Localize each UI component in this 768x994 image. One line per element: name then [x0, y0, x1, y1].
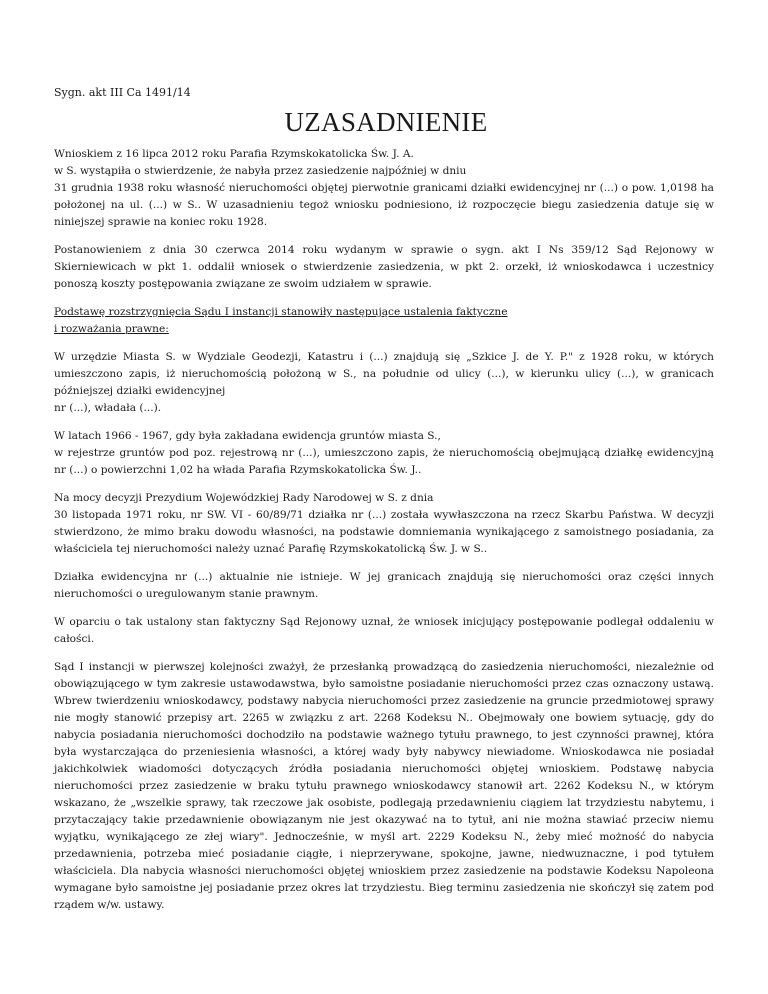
paragraph-land-register — [54, 428, 714, 479]
section-heading — [54, 304, 714, 338]
paragraph-legal-reasoning: Sąd I instancji w pierwszej kolejności zważył, że przesłanką prowadzącą do zasiedzenia nieruchomości, niezależnie od obowiązującego w tym zakresie ustawodawstwa, było samoistne posiadanie nieruchomości przez czas oznaczony ustawą. Wbrew twierdzeniu wnioskodawcy, podstawy nabycia nieruchomości przez zasiedzenie na gruncie przedmiotowej sprawy nie mogły stanowić przepisy art. 2265 w związku z art. 2268 Kodeksu N.. Obejmowały one bowiem sytuację, gdy do nabycia posiadania nieruchomości dochodziło na podstawie ważnego tytułu prawnego, to jest czynności prawnej, która była wystarczająca do przeniesienia własności, a której wady były nabywcy niewiadome. Wnioskodawca nie posiadał jakichkolwiek wiadomości dotyczących źródła posiadania nieruchomości objętej wnioskiem. Podstawę nabycia nieruchomości przez zasiedzenie w braku tytułu prawnego wnioskodawcy stanowił art. 2262 Kodeksu N., w którym wskazano, że „wszelkie sprawy, tak rzeczowe jak osobiste, podlegają przedawnieniu ciągiem lat trzydziestu nabytemu, i przytaczający takie przedawnienie obowiązanym nie jest okazywać na to tytuł, ani nie można stawiać przeciw niemu wyjątku, wynikającego ze złej wiary". Jednocześnie, w myśl art. 2229 Kodeksu N., żeby mieć możność do nabycia przedawnienia, potrzeba mieć posiadanie ciągłe, i nieprzerywane, spokojne, jawne, niedwuznaczne, i pod tytułem właściciela. Dla nabycia własności nieruchomości objętej wnioskiem przez zasiedzenie na podstawie Kodeksu Napoleona wymagane było samoistne jej posiadanie przez okres lat trzydziestu. Bieg terminu zasiedzenia nie skończył się zatem pod rządem w/w. ustawy. — [54, 661, 714, 911]
paragraph-line: Na mocy decyzji Prezydium Wojewódzkiej Rady Narodowej w S. z dnia — [54, 492, 434, 504]
paragraph-line: nr (...), władała (...). — [54, 402, 162, 414]
paragraph-text: w rejestrze gruntów pod poz. rejestrową nr (...), umieszczono zapis, że nieruchomością obejmującą działkę ewidencyjną nr (...) o powierzchni 1,02 ha włada Parafia Rzymskokatolicka Św. J.. — [54, 447, 714, 476]
paragraph-text: 31 grudnia 1938 roku własność nieruchomości objętej pierwotnie granicami działki ewidencyjnej nr (...) o pow. 1,0198 ha położonej na ul. (...) w S.. W uzasadnieniu tegoż wniosku podniesiono, iż rozpoczęcie biegu zasiedzenia datuje się w niniejszej sprawie na koniec roku 1928. — [54, 182, 714, 228]
paragraph-court-conclusion: W oparciu o tak ustalony stan faktyczny Sąd Rejonowy uznał, że wniosek inicjujący postępowanie podlegał oddaleniu w całości. — [54, 616, 714, 645]
paragraph-expropriation — [54, 490, 714, 558]
paragraph-text: 30 listopada 1971 roku, nr SW. VI - 60/89/71 działka nr (...) została wywłaszczona na rzecz Skarbu Państwa. W decyzji stwierdzono, że mimo braku dowodu własności, na podstawie domniemania wynikającego z samoistnego posiadania, za właściciela tej nieruchomości należy uznać Parafię Rzymskokatolicką Św. J. w S.. — [54, 509, 714, 555]
paragraph-line: W latach 1966 - 1967, gdy była zakładana ewidencja gruntów miasta S., — [54, 430, 441, 442]
case-signature: Sygn. akt III Ca 1491/14 — [54, 86, 191, 99]
paragraph-parcel-status: Działka ewidencyjna nr (...) aktualnie nie istnieje. W jej granicach znajdują się nieruchomości oraz części innych nieruchomości o uregulowanym stanie prawnym. — [54, 571, 714, 600]
paragraph-decision: Postanowieniem z dnia 30 czerwca 2014 roku wydanym w sprawie o sygn. akt I Ns 359/12 Sąd Rejonowy w Skierniewicach w pkt 1. oddalił wniosek o stwierdzenie zasiedzenia, w pkt 2. orzekł, iż wnioskodawca i uczestnicy ponoszą koszty postępowania związane ze swoim udziałem w sprawie. — [54, 244, 714, 290]
section-heading-line: i rozważania prawne: — [54, 323, 169, 335]
section-heading-line: Podstawę rozstrzygnięcia Sądu I instancji stanowiły następujące ustalenia faktyczne — [54, 306, 508, 318]
paragraph-text: W urzędzie Miasta S. w Wydziale Geodezji, Katastru i (...) znajdują się „Szkice J. de Y. P." z 1928 roku, w których umieszczono zapis, iż nieruchomością położoną w S., na południe od ulicy (...), w kierunku ulicy (...), w granicach późniejszej działki ewidencyjnej — [54, 351, 714, 397]
page-title: UZASADNIENIE — [284, 107, 488, 137]
paragraph-line: w S. wystąpiła o stwierdzenie, że nabyła przez zasiedzenie najpóźniej w dniu — [54, 165, 467, 177]
paragraph-application — [54, 146, 714, 231]
paragraph-sketches — [54, 349, 714, 417]
paragraph-line: Wnioskiem z 16 lipca 2012 roku Parafia Rzymskokatolicka Św. J. A. — [54, 148, 414, 160]
